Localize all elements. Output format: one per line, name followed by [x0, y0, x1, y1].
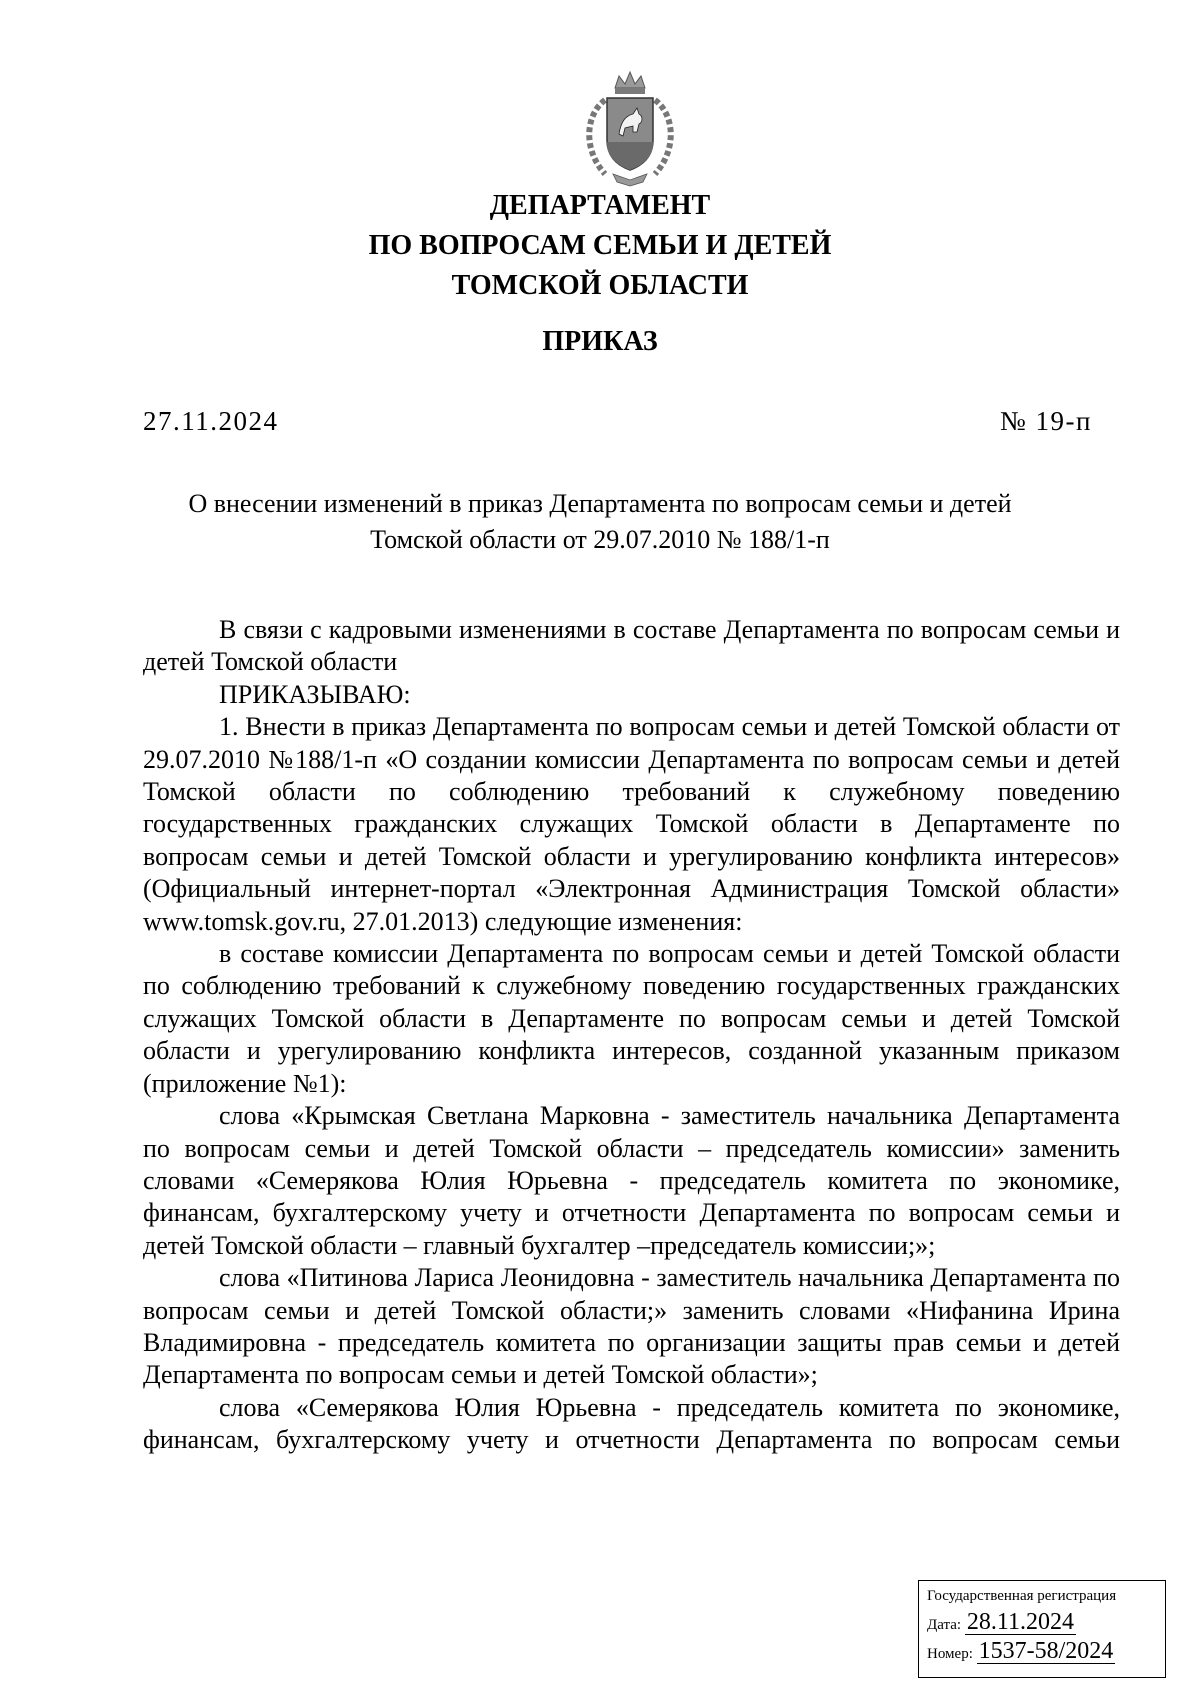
stamp-number-row [927, 1639, 1165, 1664]
stamp-date-value: 28.11.2024 [966, 1609, 1074, 1635]
subject-line: Томской области от 29.07.2010 № 188/1-п [370, 525, 830, 554]
stamp-number-label: Номер: [927, 1646, 973, 1662]
body-paragraph: слова «Питинова Лариса Леонидовна - заместитель начальника Департамента по вопросам семьи и детей Томской области;» заменить словами «Нифанина Ирина Владимировна - председатель комитета по организации защиты прав семьи и детей Департамента по вопросам семьи и детей Томской области»; [143, 1263, 1120, 1390]
body-paragraph: слова «Крымская Светлана Марковна - заместитель начальника Департамента по вопросам семьи и детей Томской области – председатель комиссии» заменить словами «Семерякова Юлия Юрьевна - председатель комитета по экономике, финансам, бухгалтерскому учету и отчетности Департамента по вопросам семьи и детей Томской области – главный бухгалтер –председатель комиссии;»; [143, 1101, 1120, 1260]
body-paragraph: 1. Внести в приказ Департамента по вопросам семьи и детей Томской области от 29.07.2010 №188/1-п «О создании комиссии Департамента по вопросам семьи и детей Томской области по соблюдению требований к служебному поведению государственных гражданских служащих Томской области в Департаменте по вопросам семьи и детей Томской области и урегулированию конфликта интересов» (Официальный интернет-портал «Электронная Администрация Томской области» www.tomsk.gov.ru, 27.01.2013) следующие изменения: [143, 712, 1120, 936]
body-paragraph: В связи с кадровыми изменениями в составе Департамента по вопросам семьи и детей Томской области [143, 615, 1120, 677]
department-title-line: ДЕПАРТАМЕНТ [489, 190, 711, 221]
document-type: ПРИКАЗ [542, 326, 658, 357]
department-title [100, 186, 1100, 306]
order-heading: ПРИКАЗЫВАЮ: [219, 679, 411, 709]
stamp-date-label: Дата: [927, 1617, 962, 1633]
tomsk-oblast-coat-of-arms-icon [575, 70, 685, 188]
document-subject [120, 486, 1080, 558]
document-body [143, 614, 1120, 1457]
body-paragraph: слова «Семерякова Юлия Юрьевна - председатель комитета по экономике, финансам, бухгалтерскому учету и отчетности Департамента по вопросам семьи [143, 1392, 1120, 1455]
department-title-line: ТОМСКОЙ ОБЛАСТИ [451, 270, 749, 301]
body-paragraph: в составе комиссии Департамента по вопросам семьи и детей Томской области по соблюдению требований к служебному поведению государственных гражданских служащих Томской области в Департаменте по вопросам семьи и детей Томской области и урегулированию конфликта интересов, созданной указанным приказом (приложение №1): [143, 939, 1120, 1098]
department-title-line: ПО ВОПРОСАМ СЕМЬИ И ДЕТЕЙ [368, 230, 832, 261]
stamp-title: Государственная регистрация [927, 1588, 1117, 1604]
document-number: № 19-п [1000, 406, 1092, 436]
document-date: 27.11.2024 [143, 406, 279, 436]
subject-line: О внесении изменений в приказ Департамента по вопросам семьи и детей [188, 489, 1012, 518]
stamp-number-value: 1537-58/2024 [978, 1638, 1114, 1664]
stamp-date-row [927, 1610, 1165, 1635]
registration-stamp [918, 1580, 1166, 1678]
